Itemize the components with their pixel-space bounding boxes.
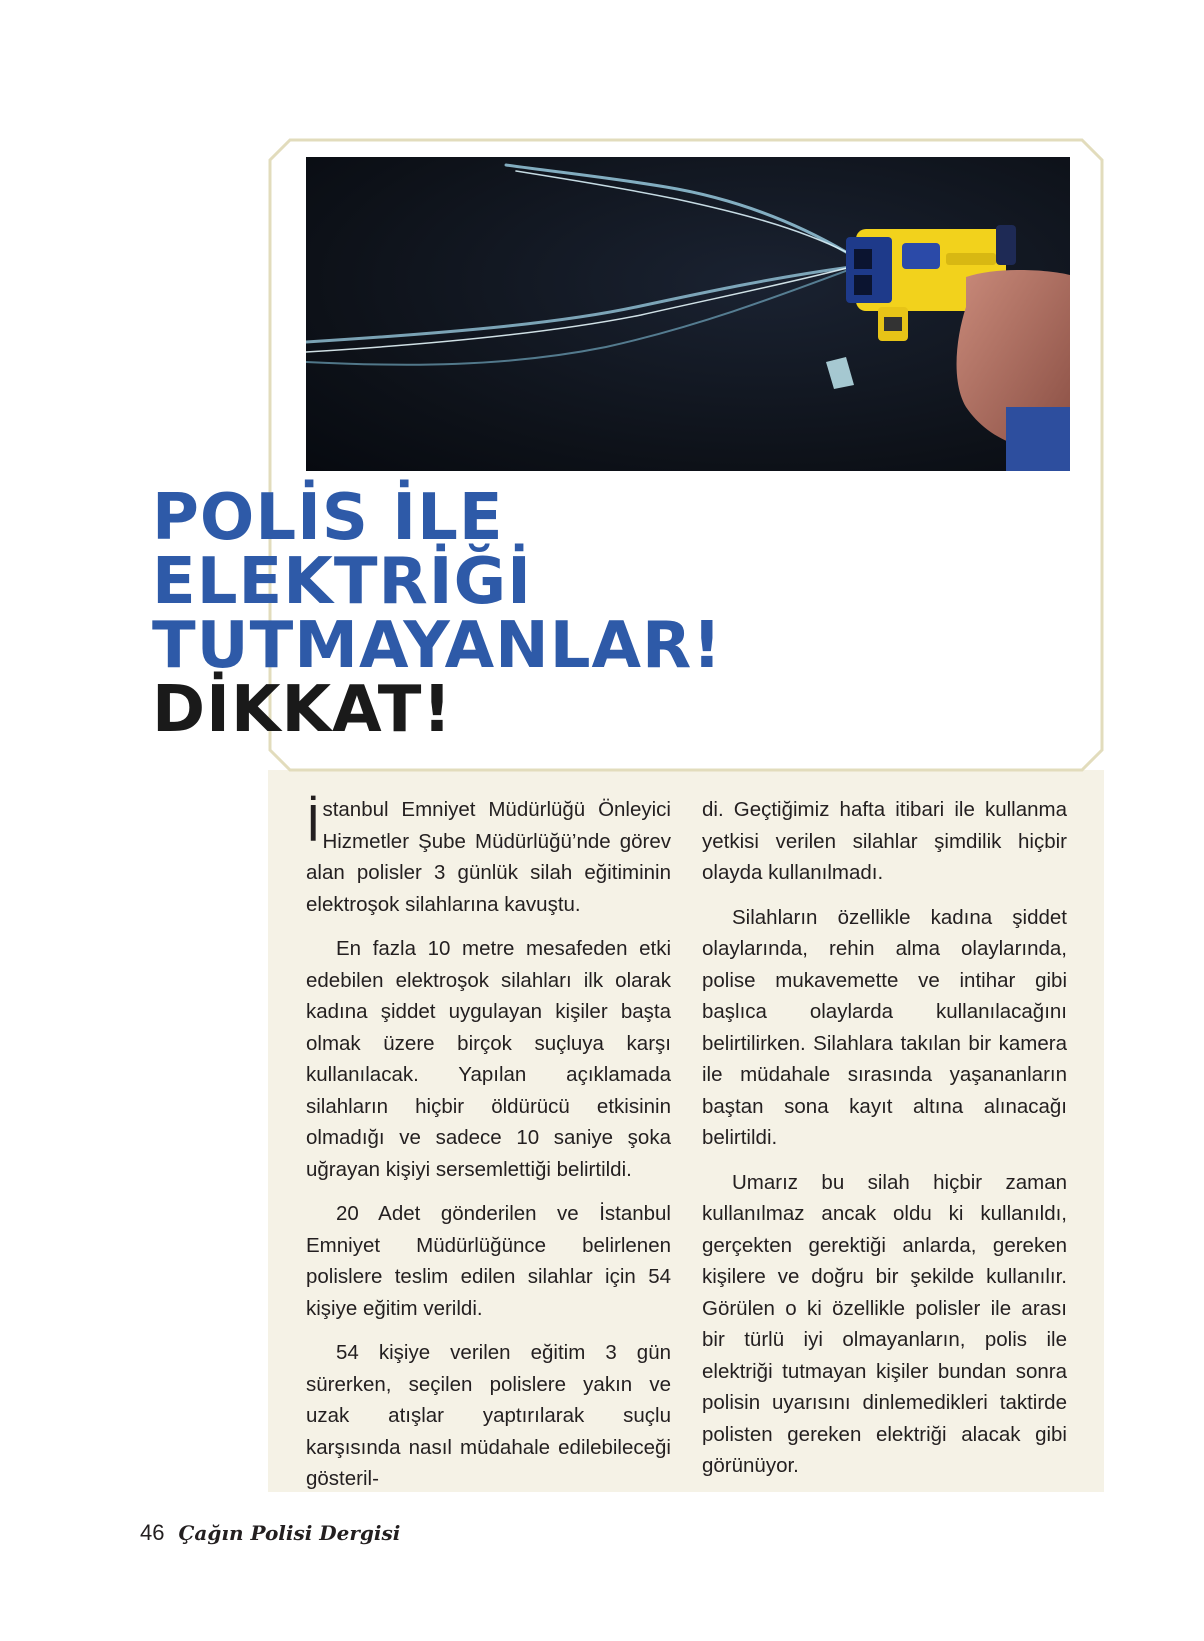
drop-cap: İ (306, 795, 321, 853)
hand (957, 270, 1070, 471)
taser-illustration (306, 157, 1070, 471)
paragraph: Umarız bu silah hiçbir zaman kullanılmaz ancak oldu ki kullanıldı, gerçekten gerektiği anlarda, gereken kişilere ve doğru bir şekilde kullanılır. Görülen o ki özellikle polisler ile arası bir türlü iyi olmayanların, polis ile elektriği tutmayan kişiler bundan sonra polisin uyarısını dinlemedikleri taktirde polisten gereken elektriği alacak gibi görünüyor. (702, 1170, 1067, 1477)
taser-photo (306, 157, 1070, 471)
page-number: 46 (140, 1520, 165, 1545)
paragraph: 54 kişiye verilen eğitim 3 gün sürerken, seçilen polislere yakın ve uzak atışlar yaptırılarak suçlu karşısında nasıl müdahale edilebileceği gösteril- (306, 1341, 671, 1490)
headline-line-2: ELEKTRİĞİ (152, 545, 532, 619)
paragraph: 20 Adet gönderilen ve İstanbul Emniyet Müdürlüğünce belirlenen polislere teslim edilen silahlar için 54 kişiye eğitim verildi. (306, 1202, 671, 1320)
article-column-right (702, 794, 1067, 1495)
headline-line-3: TUTMAYANLAR! (152, 609, 723, 683)
paragraph: di. Geçtiğimiz hafta itibari ile kullanma yetkisi verilen silahlar şimdilik hiçbir olayda kullanılmadı. (702, 798, 1067, 884)
headline (152, 481, 723, 747)
paragraph (306, 794, 671, 920)
magazine-name: Çağın Polisi Dergisi (178, 1521, 401, 1545)
paragraph: Silahların özellikle kadına şiddet olaylarında, rehin alma olaylarında, polise mukavemette ve intihar gibi başlıca olaylarda kullanılacağını belirtilirken. Silahlara takılan bir kamera ile müdahale sırasında yaşananların baştan sona kayıt altına alınacağı belirtildi. (702, 905, 1067, 1149)
electric-wires (306, 165, 851, 365)
article-column-left (306, 794, 671, 1508)
headline-line-1: POLİS İLE (152, 481, 504, 555)
page-footer (140, 1520, 400, 1546)
afid-tag (826, 357, 854, 389)
headline-line-4: DİKKAT! (152, 673, 453, 747)
paragraph-text: stanbul Emniyet Müdürlüğü Önleyici Hizmetler Şube Müdürlüğü’nde görev alan polisler 3 günlük silah eğitiminin elektroşok silahlarına kavuştu. (306, 798, 671, 916)
paragraph: En fazla 10 metre mesafeden etki edebilen elektroşok silahları ilk olarak kadına şiddet uygulayan kişiler başta olmak üzere birçok suçluya karşı kullanılacak. Yapılan açıklamada silahların hiçbir öldürücü etkisinin olmadığı ve sadece 10 saniye şoka uğrayan kişiyi sersemlettiği belirtildi. (306, 937, 671, 1181)
